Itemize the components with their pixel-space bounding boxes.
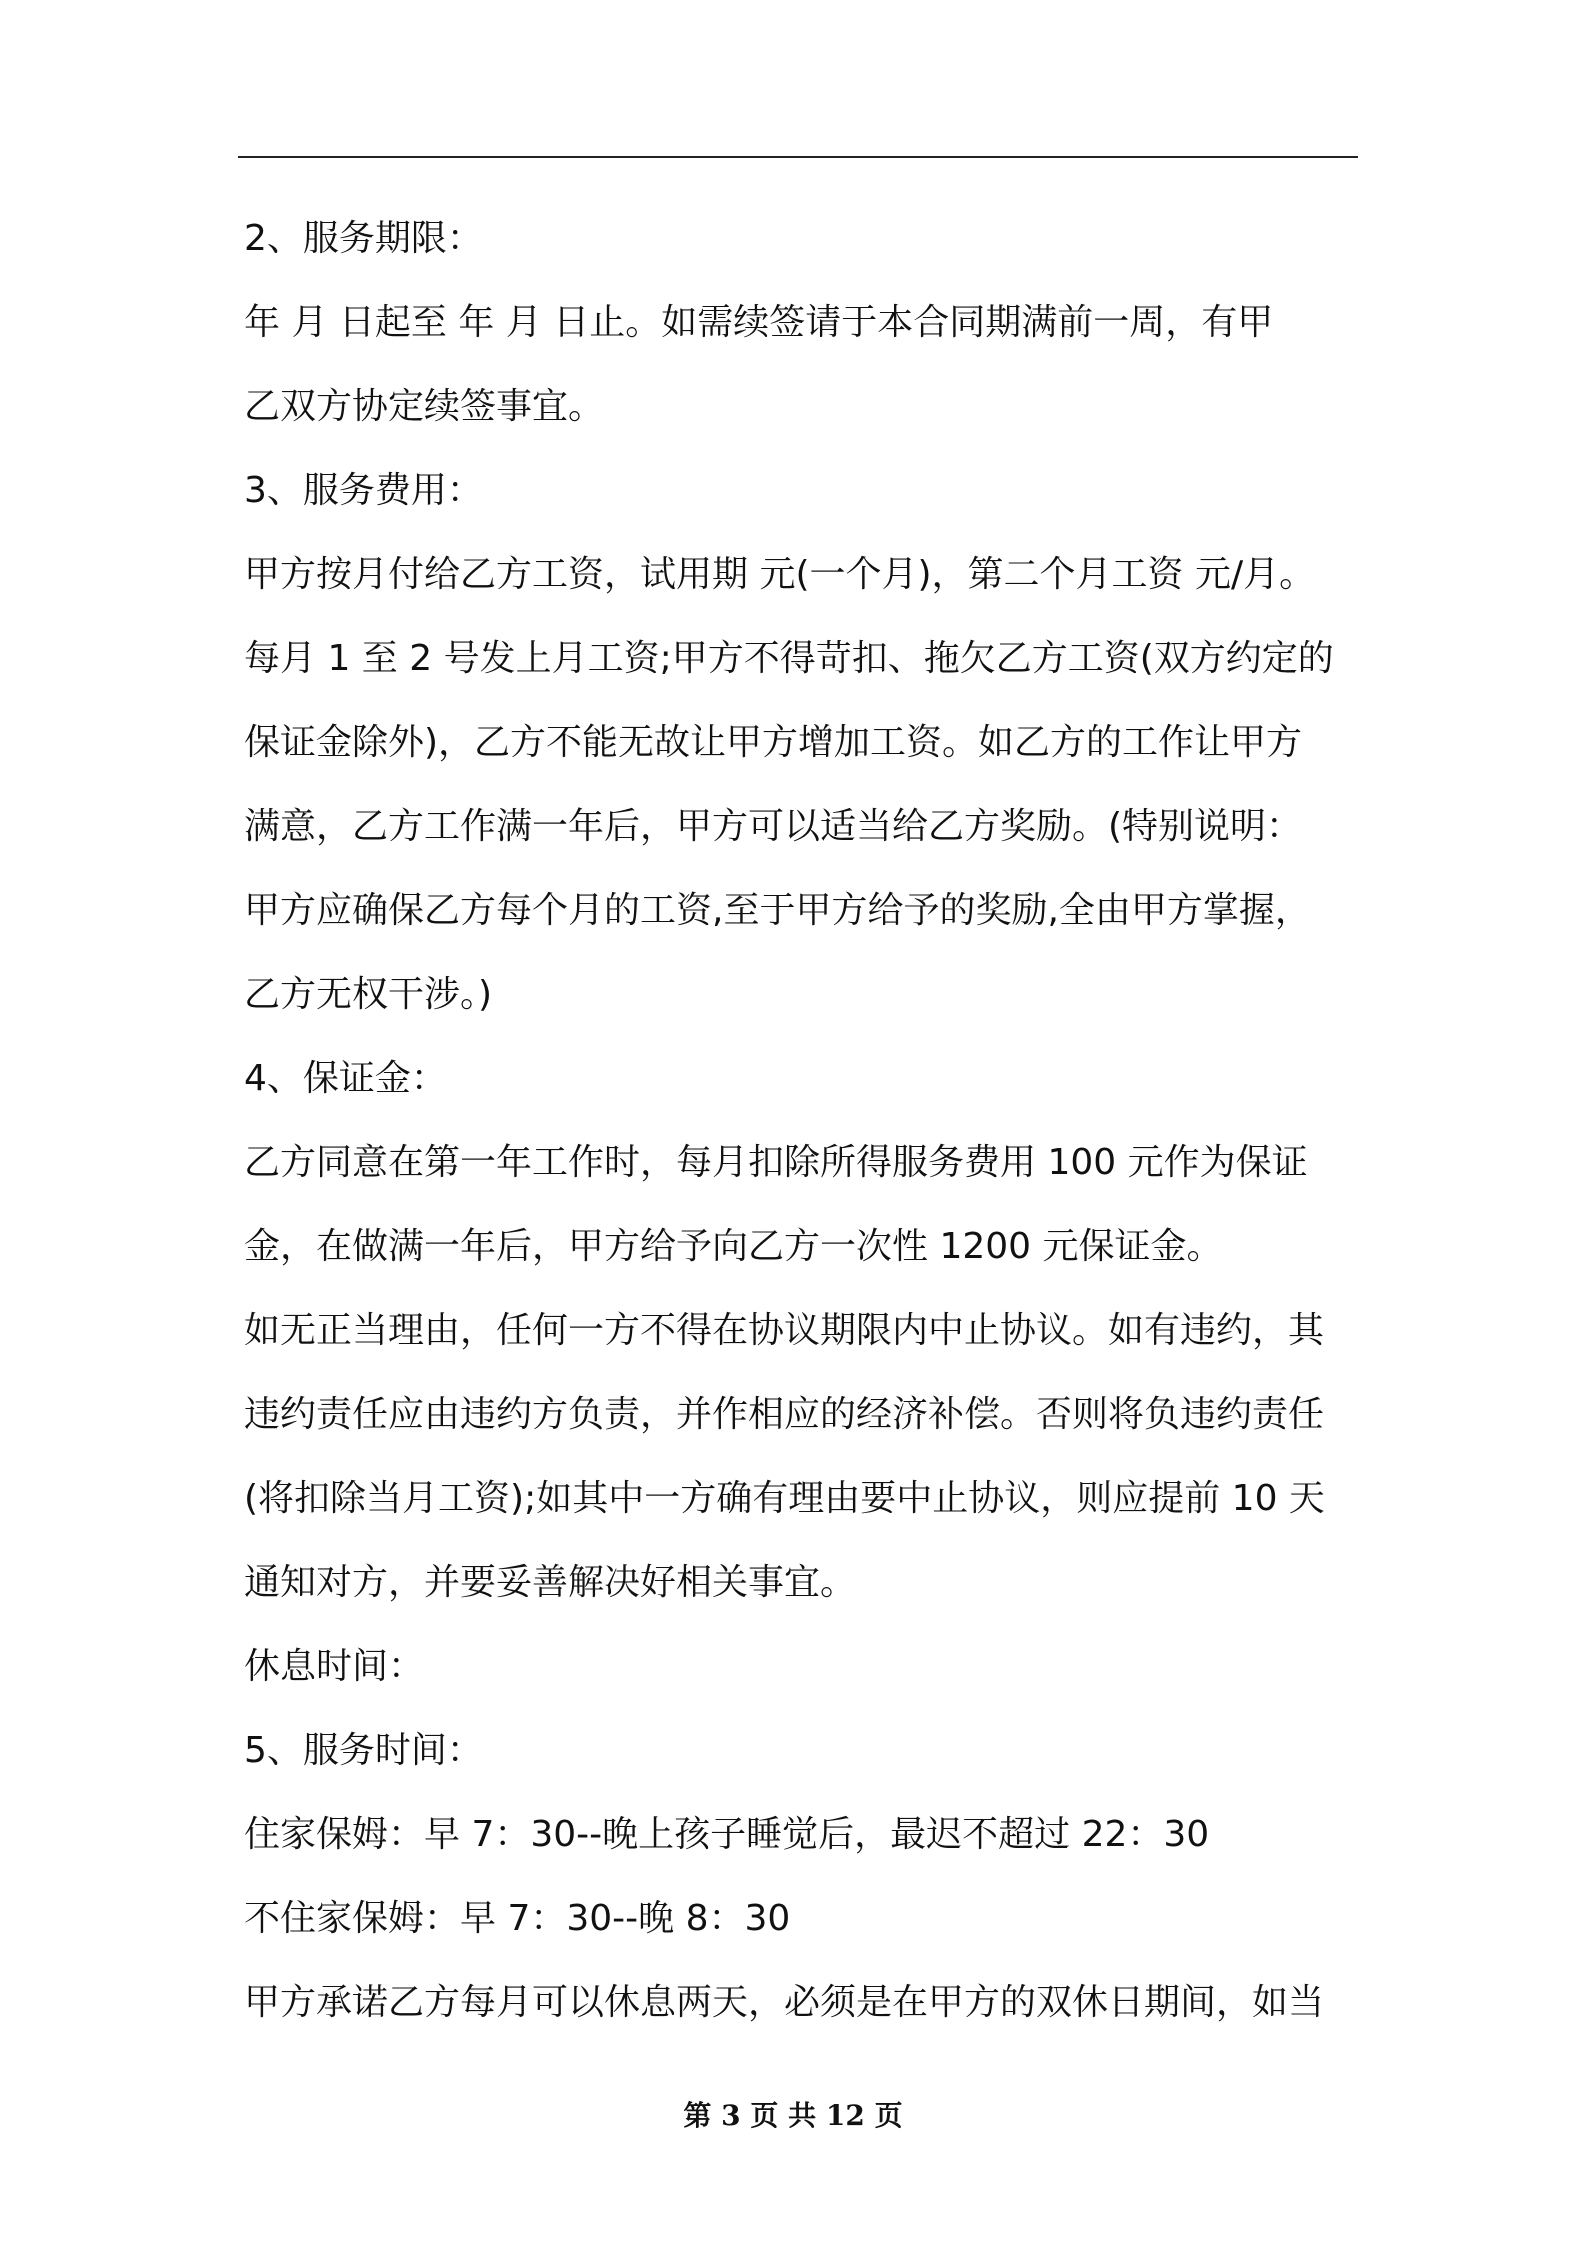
paragraph-line: 乙方无权干涉。) — [244, 974, 493, 1015]
heading-service-hours: 5、服务时间： — [244, 1730, 483, 1771]
heading-deposit: 4、保证金： — [244, 1058, 447, 1099]
paragraph-line: (将扣除当月工资);如其中一方确有理由要中止协议，则应提前 10 天 — [244, 1478, 1325, 1519]
paragraph-line: 乙方同意在第一年工作时，每月扣除所得服务费用 100 元作为保证 — [244, 1142, 1308, 1183]
paragraph-line: 金，在做满一年后，甲方给予向乙方一次性 1200 元保证金。 — [244, 1226, 1223, 1267]
page-number-footer: 第 3 页 共 12 页 — [683, 2099, 903, 2132]
header-rule — [238, 156, 1358, 158]
paragraph-line: 通知对方，并要妥善解决好相关事宜。 — [244, 1562, 857, 1603]
paragraph-line: 甲方承诺乙方每月可以休息两天，必须是在甲方的双休日期间，如当 — [244, 1982, 1325, 2023]
heading-rest-time: 休息时间： — [244, 1646, 425, 1687]
paragraph-line: 满意，乙方工作满一年后，甲方可以适当给乙方奖励。(特别说明： — [244, 806, 1303, 847]
paragraph-line: 乙双方协定续签事宜。 — [244, 386, 605, 427]
heading-service-fee: 3、服务费用： — [244, 470, 483, 511]
paragraph-line: 年 月 日起至 年 月 日止。如需续签请于本合同期满前一周，有甲 — [244, 302, 1274, 343]
document-body — [244, 197, 1362, 2045]
paragraph-line: 不住家保姆：早 7：30--晚 8：30 — [244, 1898, 791, 1939]
heading-service-term: 2、服务期限： — [244, 218, 483, 259]
paragraph-line: 住家保姆：早 7：30--晚上孩子睡觉后，最迟不超过 22：30 — [244, 1814, 1210, 1855]
paragraph-line: 甲方应确保乙方每个月的工资,至于甲方给予的奖励,全由甲方掌握， — [244, 890, 1311, 931]
paragraph-line: 如无正当理由，任何一方不得在协议期限内中止协议。如有违约，其 — [244, 1310, 1325, 1351]
paragraph-line: 每月 1 至 2 号发上月工资;甲方不得苛扣、拖欠乙方工资(双方约定的 — [244, 638, 1334, 679]
paragraph-line: 保证金除外)，乙方不能无故让甲方增加工资。如乙方的工作让甲方 — [244, 722, 1303, 763]
paragraph-line: 甲方按月付给乙方工资，试用期 元(一个月)，第二个月工资 元/月。 — [244, 554, 1316, 595]
paragraph-line: 违约责任应由违约方负责，并作相应的经济补偿。否则将负违约责任 — [244, 1394, 1325, 1435]
